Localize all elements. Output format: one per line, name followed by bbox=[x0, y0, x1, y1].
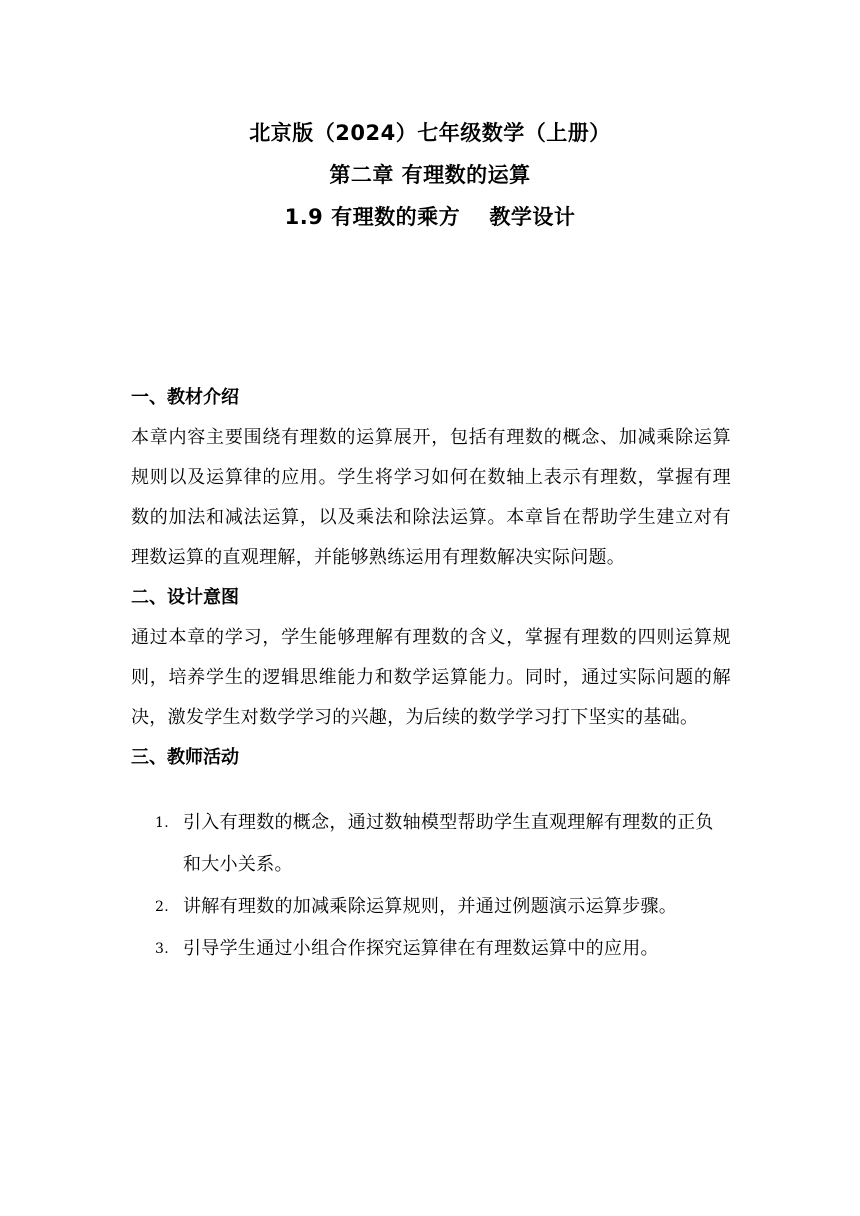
list-item bbox=[131, 802, 731, 886]
list-number: 2. bbox=[155, 899, 169, 915]
list-number: 3. bbox=[155, 941, 169, 957]
title-block bbox=[0, 112, 860, 238]
section-textbook-intro bbox=[131, 378, 731, 578]
document-title: 北京版（2024）七年级数学（上册） bbox=[249, 121, 611, 145]
section-paragraph: 本章内容主要围绕有理数的运算展开，包括有理数的概念、加减乘除运算规则以及运算律的应用。学生将学习如何在数轴上表示有理数，掌握有理数的加法和减法运算，以及乘法和除法运算。本章旨在帮助学生建立对有理数运算的直观理解，并能够熟练运用有理数解决实际问题。 bbox=[131, 427, 731, 568]
list-item bbox=[131, 928, 731, 970]
section-teacher-activities bbox=[131, 738, 731, 970]
list-item bbox=[131, 886, 731, 928]
section-heading: 二、设计意图 bbox=[131, 587, 239, 608]
list-item-text: 引导学生通过小组合作探究运算律在有理数运算中的应用。 bbox=[183, 938, 659, 959]
activity-list bbox=[131, 802, 731, 970]
section-paragraph: 通过本章的学习，学生能够理解有理数的含义，掌握有理数的四则运算规则，培养学生的逻辑思维能力和数学运算能力。同时，通过实际问题的解决，激发学生对数学学习的兴趣，为后续的数学学习打下坚实的基础。 bbox=[131, 627, 731, 728]
lesson-title: 1.9 有理数的乘方 教学设计 bbox=[284, 205, 576, 229]
chapter-title: 第二章 有理数的运算 bbox=[329, 163, 531, 187]
list-item-text: 引入有理数的概念，通过数轴模型帮助学生直观理解有理数的正负和大小关系。 bbox=[183, 812, 714, 875]
section-design-intent bbox=[131, 578, 731, 738]
list-number: 1. bbox=[155, 815, 169, 831]
section-heading: 三、教师活动 bbox=[131, 747, 239, 768]
document-body bbox=[131, 378, 731, 970]
section-heading: 一、教材介绍 bbox=[131, 387, 239, 408]
list-item-text: 讲解有理数的加减乘除运算规则，并通过例题演示运算步骤。 bbox=[183, 896, 678, 917]
